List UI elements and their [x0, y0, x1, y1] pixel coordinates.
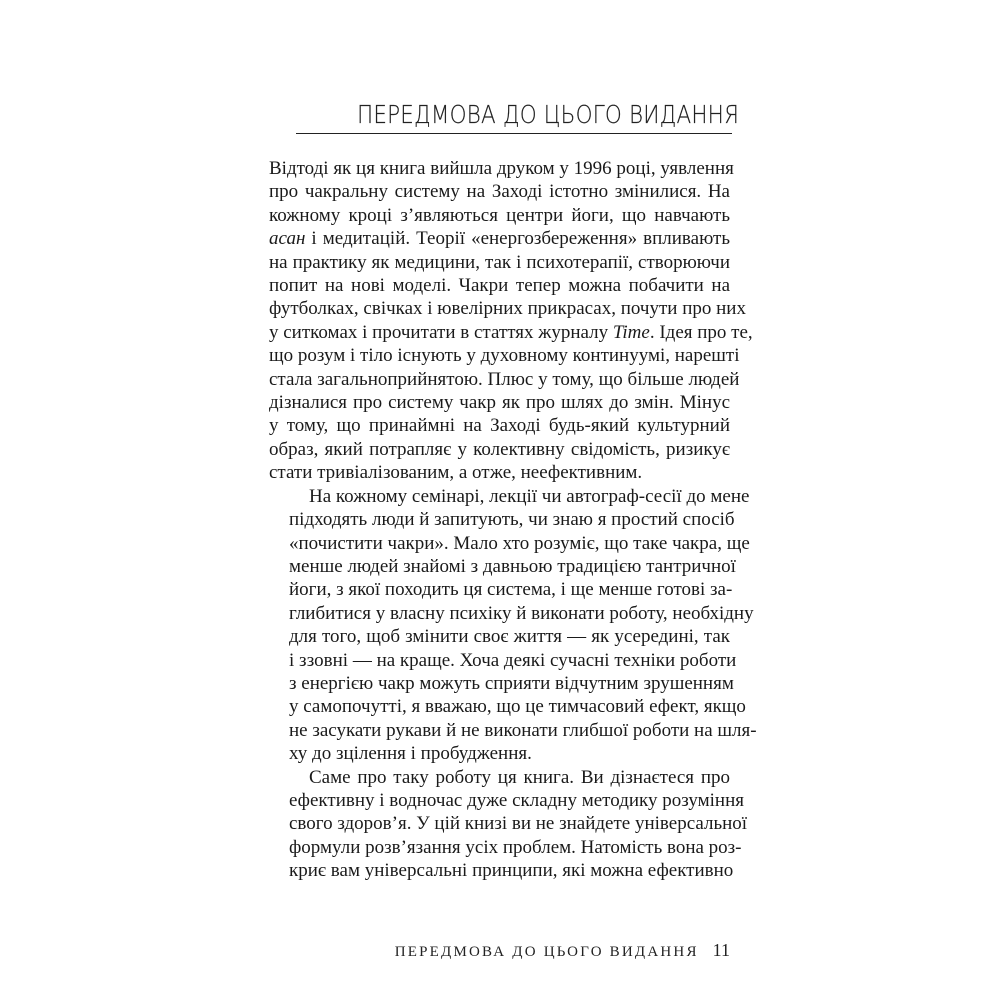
text-line: Саме про таку роботу ця книга. Ви дізнаєтеся про: [309, 766, 730, 788]
text-line: що розум і тіло існують у духовному континуумі, нарешті: [269, 345, 740, 367]
text-line: для того, щоб змінити своє життя — як усередині, так: [289, 626, 730, 648]
paragraph-2: [269, 485, 757, 766]
text-line: Відтоді як ця книга вийшла друком у 1996 році, уявлення: [269, 158, 734, 179]
text-line: стала загальноприйнятою. Плюс у тому, що більше людей: [269, 368, 740, 390]
text-line: образ, який потрапляє у колективну свідомість, ризикує: [269, 438, 730, 460]
text-line: не засукати рукави й не виконати глибшої роботи на шля-: [289, 719, 757, 741]
text-line: на практику як медицини, так і психотерапії, створюючи: [269, 251, 730, 273]
text-line: про чакральну систему на Заході істотно змінилися. На: [269, 181, 730, 203]
text-line: криє вам універсальні принципи, які можна ефективно: [289, 860, 734, 882]
text-line: кожному кроці з’являються центри йоги, що навчають: [269, 204, 730, 226]
body-text: [269, 157, 757, 883]
chapter-title: ПЕРЕДМОВА ДО ЦЬОГО ВИДАННЯ: [357, 100, 740, 129]
text-line: На кожному семінарі, лекції чи автограф-сесії до мене: [309, 485, 750, 507]
text-line: футболках, свічках і ювелірних прикрасах, почути про них: [269, 298, 746, 320]
text-line: свого здоров’я. У цій книзі ви не знайдете універсальної: [289, 813, 748, 835]
page-footer: [390, 940, 730, 961]
text-line: менше людей знайомі з давньою традицією тантричної: [289, 555, 736, 577]
page-number: 11: [712, 940, 730, 960]
text-line: ху до зцілення і пробудження.: [289, 743, 532, 765]
text-line: з енергією чакр можуть сприяти відчутним зрушенням: [289, 672, 734, 694]
text-line: попит на нові моделі. Чакри тепер можна побачити на: [269, 275, 730, 297]
text-line: і ззовні — на краще. Хоча деякі сучасні техніки роботи: [289, 649, 737, 671]
text-line: підходять люди й запитують, чи знаю я простий спосіб: [289, 509, 735, 531]
paragraph-3: [269, 766, 748, 883]
title-underline: [296, 133, 732, 134]
text-line: глибитися у власну психіку й виконати роботу, необхідну: [289, 602, 754, 624]
text-line: асан і медитацій. Теорії «енергозбереження» впливають: [269, 228, 730, 250]
text-line: у самопочутті, я вважаю, що це тимчасовий ефект, якщо: [289, 696, 746, 718]
text-line: дізналися про систему чакр як про шлях до змін. Мінус: [269, 392, 730, 414]
running-head: ПЕРЕДМОВА ДО ЦЬОГО ВИДАННЯ: [394, 944, 699, 960]
text-line: у ситкомах і прочитати в статтях журналу Time. Ідея про те,: [269, 321, 753, 343]
text-line: у тому, що принаймні на Заході будь-який культурний: [269, 415, 730, 437]
paragraph-1: [269, 157, 753, 485]
text-line: стати тривіалізованим, а отже, неефективним.: [269, 462, 643, 484]
text-line: ефективну і водночас дуже складну методику розуміння: [289, 789, 744, 811]
text-line: йоги, з якої походить ця система, і ще менше готові за-: [289, 579, 733, 601]
text-line: формули розв’язання усіх проблем. Натомість вона роз-: [289, 836, 742, 858]
text-line: «почистити чакри». Мало хто розуміє, що таке чакра, ще: [289, 532, 750, 554]
